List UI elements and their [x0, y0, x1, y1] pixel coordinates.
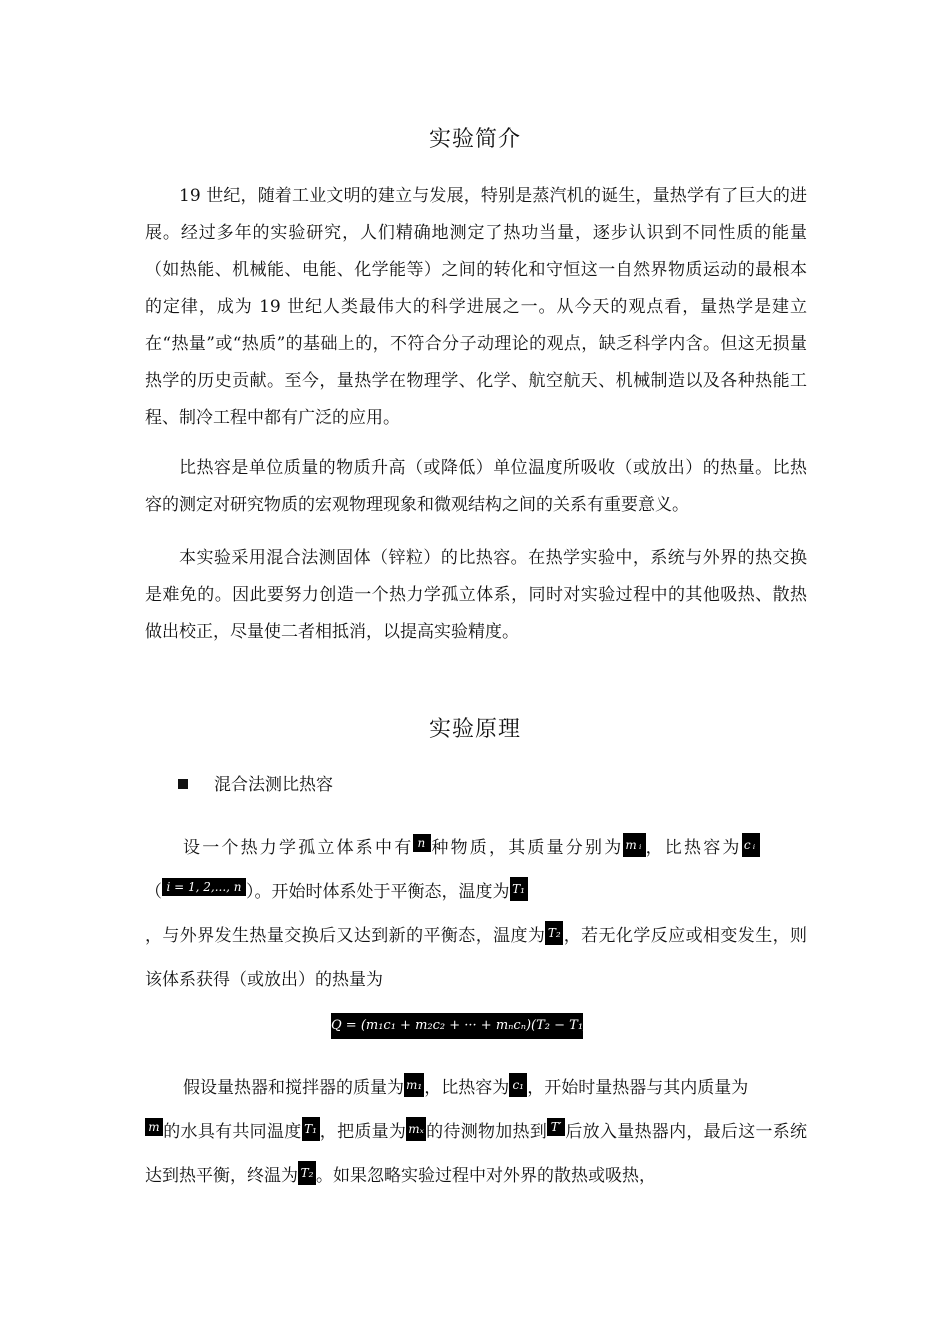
principle-paragraph-2 — [145, 1066, 807, 1198]
text-run: 的水具有共同温度 — [163, 1122, 302, 1142]
square-bullet-icon — [178, 779, 188, 789]
intro-paragraph-2: 比热容是单位质量的物质升高（或降低）单位温度所吸收（或放出）的热量。比热容的测定对研究物质的宏观物理现象和微观结构之间的关系有重要意义。 — [145, 458, 807, 515]
section-bullet — [178, 770, 333, 800]
text-run: ）。开始时体系处于平衡态，温度为 — [246, 882, 510, 902]
symbol-n: n — [413, 834, 431, 852]
text-run: ，开始时量热器与其内质量为 — [527, 1078, 749, 1098]
text-run: 。如果忽略实验过程中对外界的散热或吸热， — [316, 1166, 656, 1186]
text-run: （ — [145, 882, 162, 902]
text-run: 种物质，其质量分别为 — [431, 838, 624, 858]
text-run: 假设量热器和搅拌器的质量为 — [183, 1078, 404, 1098]
text-run: ，比热容为 — [424, 1078, 510, 1098]
symbol-m: m — [145, 1118, 163, 1136]
intro-paragraph-3: 本实验采用混合法测固体（锌粒）的比热容。在热学实验中，系统与外界的热交换是难免的。因此要努力创造一个热力学孤立体系，同时对实验过程中的其他吸热、散热做出校正，尽量使二者相抵消，以提高实验精度。 — [145, 548, 807, 642]
intro-paragraph-1: 19 世纪，随着工业文明的建立与发展，特别是蒸汽机的诞生，量热学有了巨大的进展。经过多年的实验研究，人们精确地测定了热功当量，逐步认识到不同性质的能量（如热能、机械能、电能、化学能等）之间的转化和守恒这一自然界物质运动的最根本的定律，成为 19 世纪人类最伟大的科学进展之一。从今天的观点看，量热学是建立在“热量”或“热质”的基础上的，不符合分子动理论的观点，缺乏科学内含。但这无损量热学的历史贡献。至今，量热学在物理学、化学、航空航天、机械制造以及各种热能工程、制冷工程中都有广泛的应用。 — [145, 186, 807, 428]
symbol-T1-b: T₁ — [302, 1117, 320, 1141]
text-run: 的待测物加热到 — [425, 1122, 548, 1142]
symbol-T-prime: T′ — [547, 1118, 565, 1136]
symbol-ci: cᵢ — [742, 833, 760, 857]
bullet-label: 混合法测比热容 — [214, 775, 333, 795]
symbol-T2-b: T₂ — [298, 1161, 316, 1185]
text-run: ，把质量为 — [319, 1122, 407, 1142]
text-run: ，与外界发生热量交换后又达到新的平衡态，温度为 — [145, 926, 546, 946]
heat-formula: Q = (m₁c₁ + m₂c₂ + ··· + mₙcₙ)(T₂ − T₁) — [331, 1013, 583, 1039]
symbol-c1: c₁ — [509, 1073, 527, 1097]
symbol-mx: mₓ — [406, 1117, 426, 1141]
symbol-T1: T₁ — [510, 877, 528, 901]
symbol-T2: T₂ — [545, 921, 563, 945]
principle-title: 实验原理 — [428, 717, 521, 742]
symbol-mi: mᵢ — [623, 833, 645, 857]
text-run: ，若无化学反应或相变发生，则该体系获得（或放出）的热量为 — [145, 926, 808, 990]
symbol-index-range: i = 1, 2,..., n — [162, 878, 246, 896]
symbol-m1: m₁ — [404, 1073, 424, 1097]
principle-paragraph-1 — [145, 826, 807, 1002]
text-run: 设一个热力学孤立体系中有 — [183, 838, 414, 858]
text-run: 后放入量热器内，最后这一系统达到热平衡，终温为 — [145, 1122, 808, 1186]
intro-title: 实验简介 — [428, 127, 521, 152]
text-run: ，比热容为 — [645, 838, 742, 858]
